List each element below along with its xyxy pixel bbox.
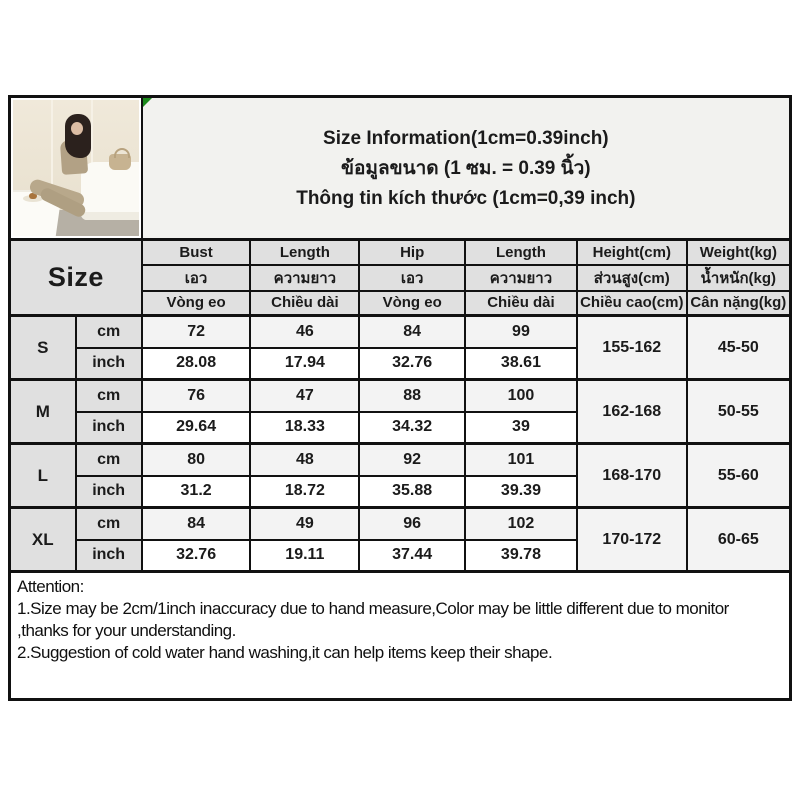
col-header-bust-th: เอว bbox=[142, 265, 251, 291]
col-header-length-en: Length bbox=[250, 240, 359, 265]
value-cell: 101 bbox=[465, 444, 577, 476]
value-cell: 37.44 bbox=[359, 540, 465, 572]
unit-label-inch: inch bbox=[76, 476, 142, 508]
col-header-length2-en: Length bbox=[465, 240, 577, 265]
value-cell: 80 bbox=[142, 444, 251, 476]
value-cell: 39 bbox=[465, 412, 577, 444]
value-cell: 84 bbox=[359, 316, 465, 348]
value-cell: 34.32 bbox=[359, 412, 465, 444]
size-header: Size bbox=[10, 240, 142, 316]
col-header-hip-vi: Vòng eo bbox=[359, 291, 465, 316]
value-cell: 18.72 bbox=[250, 476, 359, 508]
col-header-hip-en: Hip bbox=[359, 240, 465, 265]
col-header-length-th: ความยาว bbox=[250, 265, 359, 291]
value-cell: 100 bbox=[465, 380, 577, 412]
size-chart-table bbox=[8, 95, 792, 701]
value-cell: 39.39 bbox=[465, 476, 577, 508]
photo-person-hair bbox=[65, 114, 91, 158]
height-cell: 170-172 bbox=[577, 508, 687, 572]
col-header-length2-th: ความยาว bbox=[465, 265, 577, 291]
title-english: Size Information(1cm=0.39inch) bbox=[323, 127, 609, 149]
height-cell: 155-162 bbox=[577, 316, 687, 380]
col-header-bust-en: Bust bbox=[142, 240, 251, 265]
value-cell: 29.64 bbox=[142, 412, 251, 444]
value-cell: 19.11 bbox=[250, 540, 359, 572]
value-cell: 38.61 bbox=[465, 348, 577, 380]
unit-label-inch: inch bbox=[76, 540, 142, 572]
value-cell: 76 bbox=[142, 380, 251, 412]
unit-label-cm: cm bbox=[76, 316, 142, 348]
value-cell: 35.88 bbox=[359, 476, 465, 508]
title-vietnamese: Thông tin kích thước (1cm=0,39 inch) bbox=[296, 187, 636, 209]
weight-cell: 45-50 bbox=[687, 316, 791, 380]
size-row-label-s: S bbox=[10, 316, 76, 380]
attention-note: 2.Suggestion of cold water hand washing,it can help items keep their shape. bbox=[17, 643, 553, 662]
unit-label-inch: inch bbox=[76, 348, 142, 380]
value-cell: 48 bbox=[250, 444, 359, 476]
size-row-label-xl: XL bbox=[10, 508, 76, 572]
weight-cell: 50-55 bbox=[687, 380, 791, 444]
col-header-bust-vi: Vòng eo bbox=[142, 291, 251, 316]
title-cell bbox=[142, 97, 791, 240]
attention-note: 1.Size may be 2cm/1inch inaccuracy due to hand measure,Color may be little different due to monitor ,thanks for your understanding. bbox=[17, 599, 729, 640]
col-header-length2-vi: Chiều dài bbox=[465, 291, 577, 316]
value-cell: 49 bbox=[250, 508, 359, 540]
product-photo-cell bbox=[10, 97, 142, 240]
value-cell: 32.76 bbox=[142, 540, 251, 572]
cell-comment-marker-icon bbox=[143, 98, 152, 107]
col-header-height-th: ส่วนสูง(cm) bbox=[577, 265, 687, 291]
value-cell: 84 bbox=[142, 508, 251, 540]
value-cell: 28.08 bbox=[142, 348, 251, 380]
value-cell: 46 bbox=[250, 316, 359, 348]
value-cell: 32.76 bbox=[359, 348, 465, 380]
value-cell: 18.33 bbox=[250, 412, 359, 444]
unit-label-inch: inch bbox=[76, 412, 142, 444]
col-header-weight-vi: Cân nặng(kg) bbox=[687, 291, 791, 316]
size-row-label-l: L bbox=[10, 444, 76, 508]
weight-cell: 55-60 bbox=[687, 444, 791, 508]
col-header-height-vi: Chiều cao(cm) bbox=[577, 291, 687, 316]
value-cell: 99 bbox=[465, 316, 577, 348]
title-thai: ข้อมูลขนาด (1 ซม. = 0.39 นิ้ว) bbox=[341, 157, 591, 179]
value-cell: 47 bbox=[250, 380, 359, 412]
value-cell: 39.78 bbox=[465, 540, 577, 572]
photo-bed bbox=[81, 162, 139, 220]
unit-label-cm: cm bbox=[76, 444, 142, 476]
value-cell: 31.2 bbox=[142, 476, 251, 508]
col-header-weight-en: Weight(kg) bbox=[687, 240, 791, 265]
value-cell: 88 bbox=[359, 380, 465, 412]
height-cell: 162-168 bbox=[577, 380, 687, 444]
size-row-label-m: M bbox=[10, 380, 76, 444]
value-cell: 72 bbox=[142, 316, 251, 348]
attention-heading: Attention: bbox=[17, 577, 84, 596]
col-header-length-vi: Chiều dài bbox=[250, 291, 359, 316]
height-cell: 168-170 bbox=[577, 444, 687, 508]
value-cell: 92 bbox=[359, 444, 465, 476]
value-cell: 96 bbox=[359, 508, 465, 540]
weight-cell: 60-65 bbox=[687, 508, 791, 572]
attention-section bbox=[10, 572, 791, 700]
value-cell: 102 bbox=[465, 508, 577, 540]
value-cell: 17.94 bbox=[250, 348, 359, 380]
col-header-hip-th: เอว bbox=[359, 265, 465, 291]
col-header-weight-th: น้ำหนัก(kg) bbox=[687, 265, 791, 291]
unit-label-cm: cm bbox=[76, 508, 142, 540]
col-header-height-en: Height(cm) bbox=[577, 240, 687, 265]
photo-person-face bbox=[71, 122, 83, 135]
photo-handbag bbox=[109, 154, 131, 170]
unit-label-cm: cm bbox=[76, 380, 142, 412]
product-photo bbox=[13, 100, 139, 236]
